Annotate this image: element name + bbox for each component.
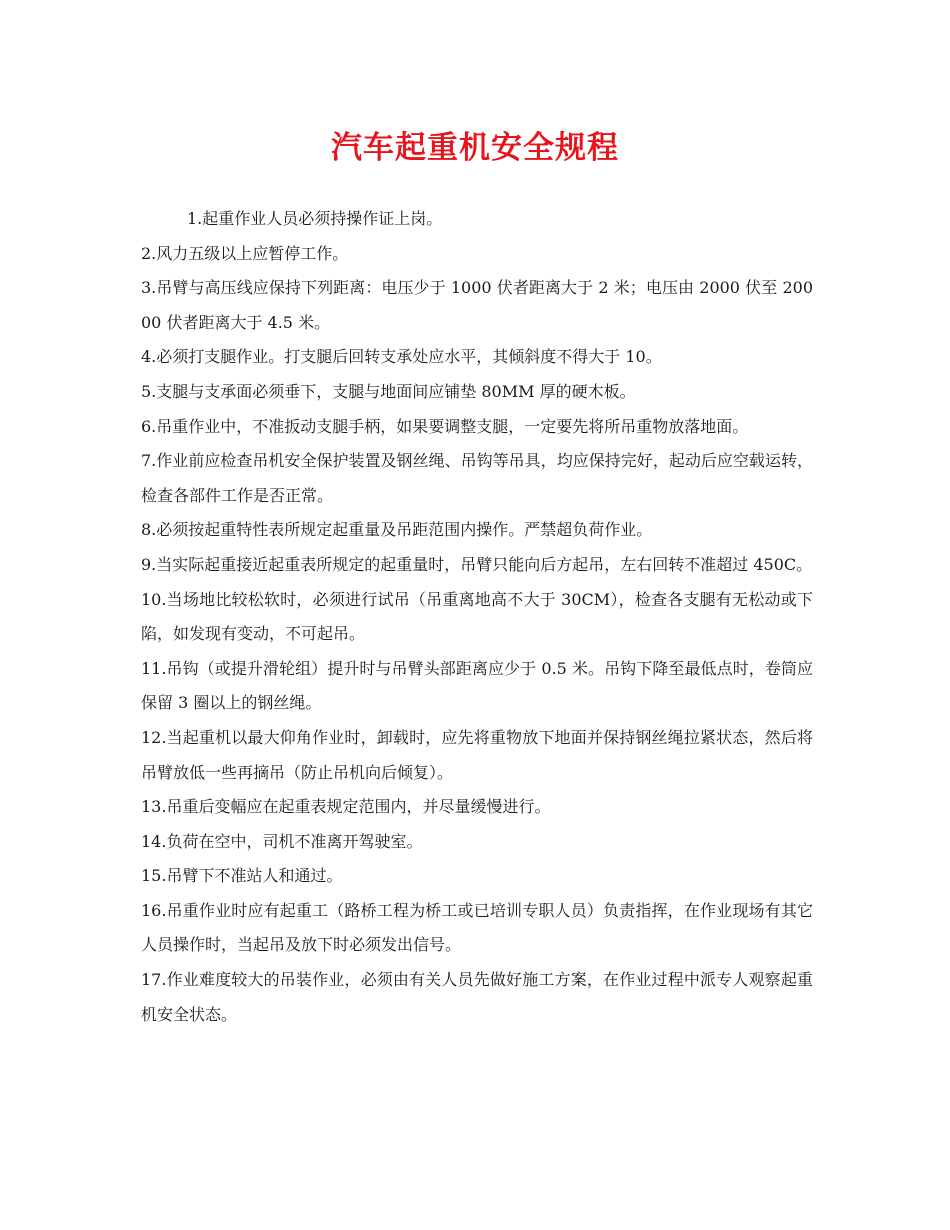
rule-item-7: 7.作业前应检查吊机安全保护装置及钢丝绳、吊钩等吊具，均应保持完好，起动后应空载运转，检查各部件工作是否正常。 — [141, 451, 813, 505]
rule-item-4: 4.必须打支腿作业。打支腿后回转支承处应水平，其倾斜度不得大于 10。 — [141, 347, 662, 367]
rule-item-13: 13.吊重后变幅应在起重表规定范围内，并尽量缓慢进行。 — [141, 797, 551, 817]
rule-item-2: 2.风力五级以上应暂停工作。 — [141, 243, 349, 263]
rule-item-1: 1.起重作业人员必须持操作证上岗。 — [187, 209, 443, 228]
rule-item-17: 17.作业难度较大的吊装作业，必须由有关人员先做好施工方案，在作业过程中派专人观察起重机安全状态。 — [141, 970, 813, 1024]
rule-item-11: 11.吊钩（或提升滑轮组）提升时与吊臂头部距离应少于 0.5 米。吊钩下降至最低点时，卷筒应保留 3 圈以上的钢丝绳。 — [141, 658, 813, 713]
rule-item-9: 9.当实际起重接近起重表所规定的起重量时，吊臂只能向后方起吊，左右回转不准超过 450C。 — [141, 554, 813, 574]
rule-item-8: 8.必须按起重特性表所规定起重量及吊距范围内操作。严禁超负荷作业。 — [141, 520, 653, 540]
rule-item-16: 16.吊重作业时应有起重工（路桥工程为桥工或已培训专职人员）负责指挥，在作业现场有其它人员操作时，当起吊及放下时必须发出信号。 — [141, 900, 813, 955]
rules-list — [141, 202, 813, 1032]
rule-item-3: 3.吊臂与高压线应保持下列距离：电压少于 1000 伏者距离大于 2 米；电压由 2000 伏至 20000 伏者距离大于 4.5 米。 — [141, 278, 813, 332]
document-title: 汽车起重机安全规程 — [331, 130, 619, 166]
rule-item-6: 6.吊重作业中，不准扳动支腿手柄，如果要调整支腿，一定要先将所吊重物放落地面。 — [141, 416, 749, 436]
rule-item-15: 15.吊臂下不准站人和通过。 — [141, 866, 343, 886]
rule-item-12: 12.当起重机以最大仰角作业时，卸载时，应先将重物放下地面并保持钢丝绳拉紧状态，然后将吊臂放低一些再摘吊（防止吊机向后倾复）。 — [141, 727, 813, 782]
rule-item-14: 14.负荷在空中，司机不准离开驾驶室。 — [141, 831, 423, 851]
rule-item-10: 10.当场地比较松软时，必须进行试吊（吊重离地高不大于 30CM），检查各支腿有无松动或下陷，如发现有变动，不可起吊。 — [141, 589, 813, 644]
rule-item-5: 5.支腿与支承面必须垂下，支腿与地面间应铺垫 80MM 厚的硬木板。 — [141, 381, 636, 401]
